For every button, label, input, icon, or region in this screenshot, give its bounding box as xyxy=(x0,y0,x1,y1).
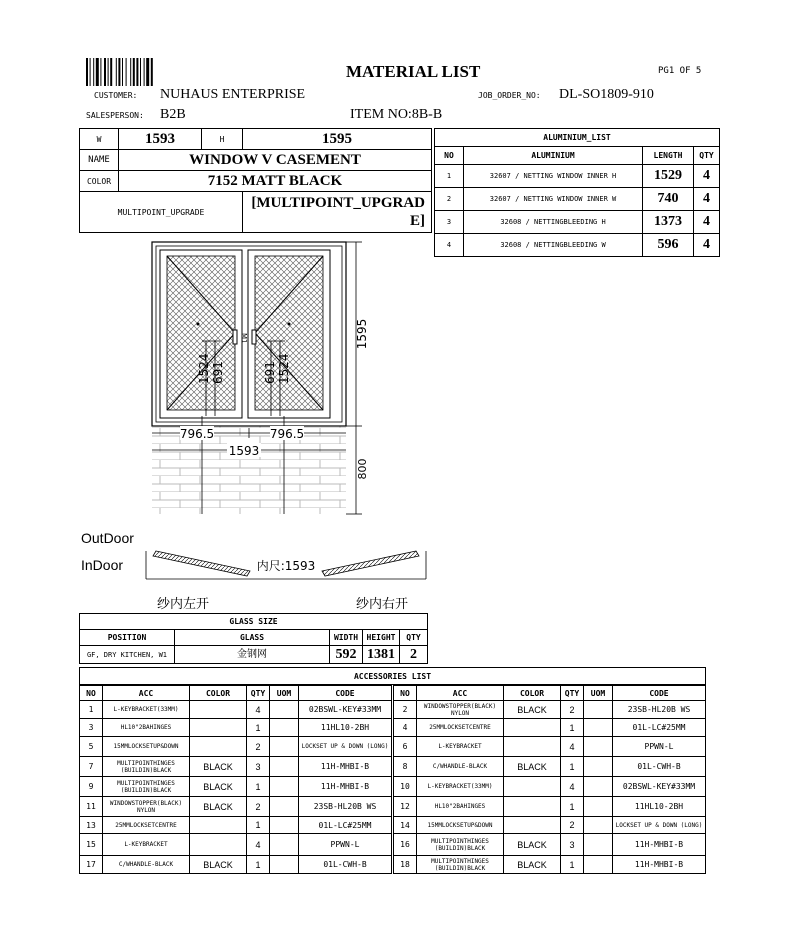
accessory-no: 2 xyxy=(394,701,417,719)
accessory-code: 23SB-HL20B WS xyxy=(299,797,392,817)
accessory-row xyxy=(80,817,392,834)
accessory-qty: 2 xyxy=(247,737,270,757)
job-order-label: JOB_ORDER_NO: xyxy=(478,91,541,100)
accessory-uom xyxy=(584,797,613,817)
accessory-qty: 1 xyxy=(247,719,270,737)
accessory-qty: 1 xyxy=(561,757,584,777)
accessory-row xyxy=(80,719,392,737)
accessory-row xyxy=(80,797,392,817)
aluminium-qty: 4 xyxy=(694,234,720,257)
window-elevation-drawing xyxy=(140,236,380,526)
accessory-qty: 2 xyxy=(561,817,584,834)
salesperson-value: B2B xyxy=(160,107,186,122)
accessories-left-table xyxy=(79,685,392,874)
accessory-name: HL10"2BAHINGES xyxy=(103,719,190,737)
accessory-code: 01L-LC#25MM xyxy=(613,719,706,737)
aluminium-qty: 4 xyxy=(694,211,720,234)
inner-right-dim-2: 1524 xyxy=(277,353,291,384)
aluminium-name: 32607 / NETTING WINDOW INNER W xyxy=(464,188,643,211)
accessory-uom xyxy=(584,701,613,719)
glass-size-table xyxy=(79,613,428,664)
accessory-row xyxy=(80,757,392,777)
accessory-no: 5 xyxy=(80,737,103,757)
accessory-uom xyxy=(584,719,613,737)
aluminium-length: 1529 xyxy=(643,165,694,188)
accessory-color xyxy=(190,737,247,757)
accessory-color: BLACK xyxy=(190,777,247,797)
aluminium-row xyxy=(435,188,720,211)
accessory-no: 16 xyxy=(394,834,417,856)
accessory-qty: 4 xyxy=(561,737,584,757)
accessory-no: 10 xyxy=(394,777,417,797)
accessory-code: PPWN-L xyxy=(299,834,392,856)
accessory-uom xyxy=(584,856,613,874)
aluminium-no: 2 xyxy=(435,188,464,211)
aluminium-title: ALUMINIUM_LIST xyxy=(435,129,720,147)
accessory-uom xyxy=(584,737,613,757)
acc-header-no: NO xyxy=(80,686,103,701)
height-label: H xyxy=(202,129,243,150)
glass-header-qty: QTY xyxy=(400,630,428,646)
accessory-code: 01L-LC#25MM xyxy=(299,817,392,834)
accessory-row xyxy=(394,777,706,797)
accessory-color xyxy=(504,737,561,757)
glass-height: 1381 xyxy=(363,646,400,664)
glass-qty: 2 xyxy=(400,646,428,664)
accessory-uom xyxy=(584,777,613,797)
aluminium-header-length: LENGTH xyxy=(643,147,694,165)
accessory-uom xyxy=(270,757,299,777)
aluminium-row xyxy=(435,211,720,234)
aluminium-name: 32608 / NETTINGBLEEDING W xyxy=(464,234,643,257)
customer-value: NUHAUS ENTERPRISE xyxy=(160,87,306,102)
accessories-title-table xyxy=(79,667,706,685)
accessories-title: ACCESSORIES LIST xyxy=(80,668,706,685)
accessory-color: BLACK xyxy=(190,856,247,874)
aluminium-length: 740 xyxy=(643,188,694,211)
aluminium-header-no: NO xyxy=(435,147,464,165)
glass-header-width: WIDTH xyxy=(330,630,363,646)
aluminium-header-name: ALUMINIUM xyxy=(464,147,643,165)
glass-type: 金钢网 xyxy=(175,646,330,664)
accessory-name: L-KEYBRACKET(33MM) xyxy=(103,701,190,719)
document-title: MATERIAL LIST xyxy=(346,62,481,81)
accessory-name: C/WHANDLE-BLACK xyxy=(417,757,504,777)
acc-header-uom: UOM xyxy=(270,686,299,701)
accessory-code: 11H-MHBI-B xyxy=(613,834,706,856)
aluminium-length: 1373 xyxy=(643,211,694,234)
accessory-qty: 1 xyxy=(247,777,270,797)
accessory-code: LOCKSET UP & DOWN (LONG) xyxy=(613,817,706,834)
name-label: NAME xyxy=(80,150,119,171)
left-sash-plan xyxy=(153,551,250,576)
accessory-code: LOCKSET UP & DOWN (LONG) xyxy=(299,737,392,757)
aluminium-qty: 4 xyxy=(694,165,720,188)
accessory-color xyxy=(190,817,247,834)
accessory-qty: 1 xyxy=(561,856,584,874)
accessory-name: 25MMLOCKSETCENTRE xyxy=(417,719,504,737)
accessory-row xyxy=(394,856,706,874)
accessory-uom xyxy=(270,797,299,817)
glass-header-glass: GLASS xyxy=(175,630,330,646)
accessory-name: L-KEYBRACKET xyxy=(103,834,190,856)
accessory-uom xyxy=(270,856,299,874)
handle-label: M1 xyxy=(240,333,248,344)
accessory-uom xyxy=(270,719,299,737)
accessory-qty: 2 xyxy=(247,797,270,817)
aluminium-no: 1 xyxy=(435,165,464,188)
aluminium-name: 32607 / NETTING WINDOW INNER H xyxy=(464,165,643,188)
accessory-color: BLACK xyxy=(190,797,247,817)
accessory-color xyxy=(504,817,561,834)
accessory-color xyxy=(190,701,247,719)
accessory-name: L-KEYBRACKET xyxy=(417,737,504,757)
acc-header-code: CODE xyxy=(613,686,706,701)
outdoor-label: OutDoor xyxy=(81,530,134,546)
acc-header-code: CODE xyxy=(299,686,392,701)
accessory-qty: 1 xyxy=(561,719,584,737)
sash-left-width: 796.5 xyxy=(179,427,215,441)
accessory-code: 11H-MHBI-B xyxy=(299,757,392,777)
accessory-row xyxy=(394,701,706,719)
accessory-no: 11 xyxy=(80,797,103,817)
glass-position: GF, DRY KITCHEN, W1 xyxy=(80,646,175,664)
accessory-color xyxy=(190,834,247,856)
acc-header-acc: ACC xyxy=(103,686,190,701)
accessory-name: WINDOWSTOPPER(BLACK) NYLON xyxy=(103,797,190,817)
accessory-no: 13 xyxy=(80,817,103,834)
accessory-no: 9 xyxy=(80,777,103,797)
accessory-code: 11HL10-2BH xyxy=(613,797,706,817)
aluminium-no: 3 xyxy=(435,211,464,234)
left-handle xyxy=(233,330,237,344)
accessory-uom xyxy=(584,817,613,834)
accessory-uom xyxy=(270,834,299,856)
option-label: MULTIPOINT_UPGRADE xyxy=(80,192,243,233)
right-sash xyxy=(248,250,330,418)
accessory-code: 01L-CWH-B xyxy=(613,757,706,777)
accessory-color: BLACK xyxy=(504,701,561,719)
spec-table xyxy=(79,128,432,233)
accessory-no: 1 xyxy=(80,701,103,719)
accessory-name: WINDOWSTOPPER(BLACK) NYLON xyxy=(417,701,504,719)
accessory-name: 15MMLOCKSETUP&DOWN xyxy=(417,817,504,834)
customer-label: CUSTOMER: xyxy=(94,91,138,100)
accessory-color: BLACK xyxy=(504,834,561,856)
total-width-dim: 1593 xyxy=(228,444,260,458)
accessory-no: 3 xyxy=(80,719,103,737)
glass-row xyxy=(80,646,428,664)
accessory-code: PPWN-L xyxy=(613,737,706,757)
glass-size-title: GLASS SIZE xyxy=(80,614,428,630)
right-open-label: 纱内右开 xyxy=(356,596,409,611)
accessory-name: MULTIPOINTHINGES (BUILDIN)BLACK xyxy=(417,856,504,874)
left-sash xyxy=(160,250,242,418)
accessory-qty: 1 xyxy=(561,797,584,817)
color-label: COLOR xyxy=(80,171,119,192)
aluminium-row xyxy=(435,234,720,257)
accessory-uom xyxy=(270,737,299,757)
accessory-row xyxy=(394,737,706,757)
accessory-qty: 1 xyxy=(247,817,270,834)
accessory-row xyxy=(80,834,392,856)
acc-header-color: COLOR xyxy=(190,686,247,701)
right-handle xyxy=(252,330,256,344)
glass-header-height: HEIGHT xyxy=(363,630,400,646)
indoor-label: InDoor xyxy=(81,557,124,573)
lower-dim: 800 xyxy=(356,458,369,480)
acc-header-qty: QTY xyxy=(247,686,270,701)
accessory-code: 02BSWL-KEY#33MM xyxy=(299,701,392,719)
accessory-code: 02BSWL-KEY#33MM xyxy=(613,777,706,797)
accessory-name: C/WHANDLE-BLACK xyxy=(103,856,190,874)
accessory-code: 11HL10-2BH xyxy=(299,719,392,737)
accessory-row xyxy=(394,757,706,777)
acc-header-acc: ACC xyxy=(417,686,504,701)
accessory-code: 11H-MHBI-B xyxy=(299,777,392,797)
accessory-uom xyxy=(270,777,299,797)
accessory-qty: 2 xyxy=(561,701,584,719)
inner-left-dim-2: 691 xyxy=(211,361,225,384)
accessory-qty: 3 xyxy=(247,757,270,777)
accessory-row xyxy=(394,797,706,817)
glass-header-position: POSITION xyxy=(80,630,175,646)
plan-view-drawing xyxy=(140,543,440,583)
accessory-name: MULTIPOINTHINGES (BUILDIN)BLACK xyxy=(417,834,504,856)
item-number: ITEM NO:8B-B xyxy=(350,107,443,122)
left-open-label: 纱内左开 xyxy=(157,596,210,611)
accessory-color: BLACK xyxy=(190,757,247,777)
accessory-name: 15MMLOCKSETUP&DOWN xyxy=(103,737,190,757)
accessory-name: 25MMLOCKSETCENTRE xyxy=(103,817,190,834)
acc-header-color: COLOR xyxy=(504,686,561,701)
width-value: 1593 xyxy=(119,129,202,150)
accessory-no: 17 xyxy=(80,856,103,874)
accessory-color xyxy=(504,719,561,737)
accessory-qty: 3 xyxy=(561,834,584,856)
sash-right-width: 796.5 xyxy=(269,427,305,441)
accessory-name: MULTIPOINTHINGES (BUILDIN)BLACK xyxy=(103,777,190,797)
accessory-uom xyxy=(270,701,299,719)
accessory-no: 4 xyxy=(394,719,417,737)
accessory-color xyxy=(504,797,561,817)
page-number: PG1 OF 5 xyxy=(658,66,702,76)
aluminium-row xyxy=(435,165,720,188)
accessories-right-table xyxy=(393,685,706,874)
accessory-no: 18 xyxy=(394,856,417,874)
accessory-qty: 4 xyxy=(561,777,584,797)
accessory-no: 14 xyxy=(394,817,417,834)
aluminium-no: 4 xyxy=(435,234,464,257)
accessory-qty: 1 xyxy=(247,856,270,874)
accessory-color: BLACK xyxy=(504,856,561,874)
accessory-name: HL10"2BAHINGES xyxy=(417,797,504,817)
plan-dimension: 内尺:1593 xyxy=(256,559,316,573)
accessory-row xyxy=(80,777,392,797)
accessory-uom xyxy=(584,757,613,777)
accessory-name: MULTIPOINTHINGES (BUILDIN)BLACK xyxy=(103,757,190,777)
name-value: WINDOW V CASEMENT xyxy=(119,150,432,171)
aluminium-table xyxy=(434,128,720,257)
accessory-color xyxy=(190,719,247,737)
accessory-row xyxy=(394,834,706,856)
accessory-code: 01L-CWH-B xyxy=(299,856,392,874)
accessory-row xyxy=(394,719,706,737)
accessory-no: 6 xyxy=(394,737,417,757)
accessory-qty: 4 xyxy=(247,701,270,719)
salesperson-label: SALESPERSON: xyxy=(86,111,144,120)
height-value: 1595 xyxy=(243,129,432,150)
accessory-code: 23SB-HL20B WS xyxy=(613,701,706,719)
job-order-value: DL-SO1809-910 xyxy=(559,87,654,102)
accessory-uom xyxy=(584,834,613,856)
aluminium-name: 32608 / NETTINGBLEEDING H xyxy=(464,211,643,234)
barcode xyxy=(86,58,174,86)
accessory-name: L-KEYBRACKET(33MM) xyxy=(417,777,504,797)
inner-left-dim-1: 1524 xyxy=(197,353,211,384)
aluminium-length: 596 xyxy=(643,234,694,257)
aluminium-qty: 4 xyxy=(694,188,720,211)
option-value: [MULTIPOINT_UPGRADE] xyxy=(243,192,432,233)
glass-width: 592 xyxy=(330,646,363,664)
right-sash-plan xyxy=(322,551,419,576)
accessory-no: 8 xyxy=(394,757,417,777)
accessory-row xyxy=(80,701,392,719)
accessory-row xyxy=(394,817,706,834)
acc-header-uom: UOM xyxy=(584,686,613,701)
height-dim: 1595 xyxy=(355,318,369,350)
width-label: W xyxy=(80,129,119,150)
accessory-code: 11H-MHBI-B xyxy=(613,856,706,874)
color-value: 7152 MATT BLACK xyxy=(119,171,432,192)
accessory-row xyxy=(80,856,392,874)
inner-right-dim-1: 691 xyxy=(263,361,277,384)
accessory-no: 7 xyxy=(80,757,103,777)
acc-header-no: NO xyxy=(394,686,417,701)
accessory-no: 15 xyxy=(80,834,103,856)
accessory-uom xyxy=(270,817,299,834)
accessory-row xyxy=(80,737,392,757)
accessory-no: 12 xyxy=(394,797,417,817)
accessory-color xyxy=(504,777,561,797)
aluminium-header-qty: QTY xyxy=(694,147,720,165)
accessory-color: BLACK xyxy=(504,757,561,777)
accessory-qty: 4 xyxy=(247,834,270,856)
acc-header-qty: QTY xyxy=(561,686,584,701)
